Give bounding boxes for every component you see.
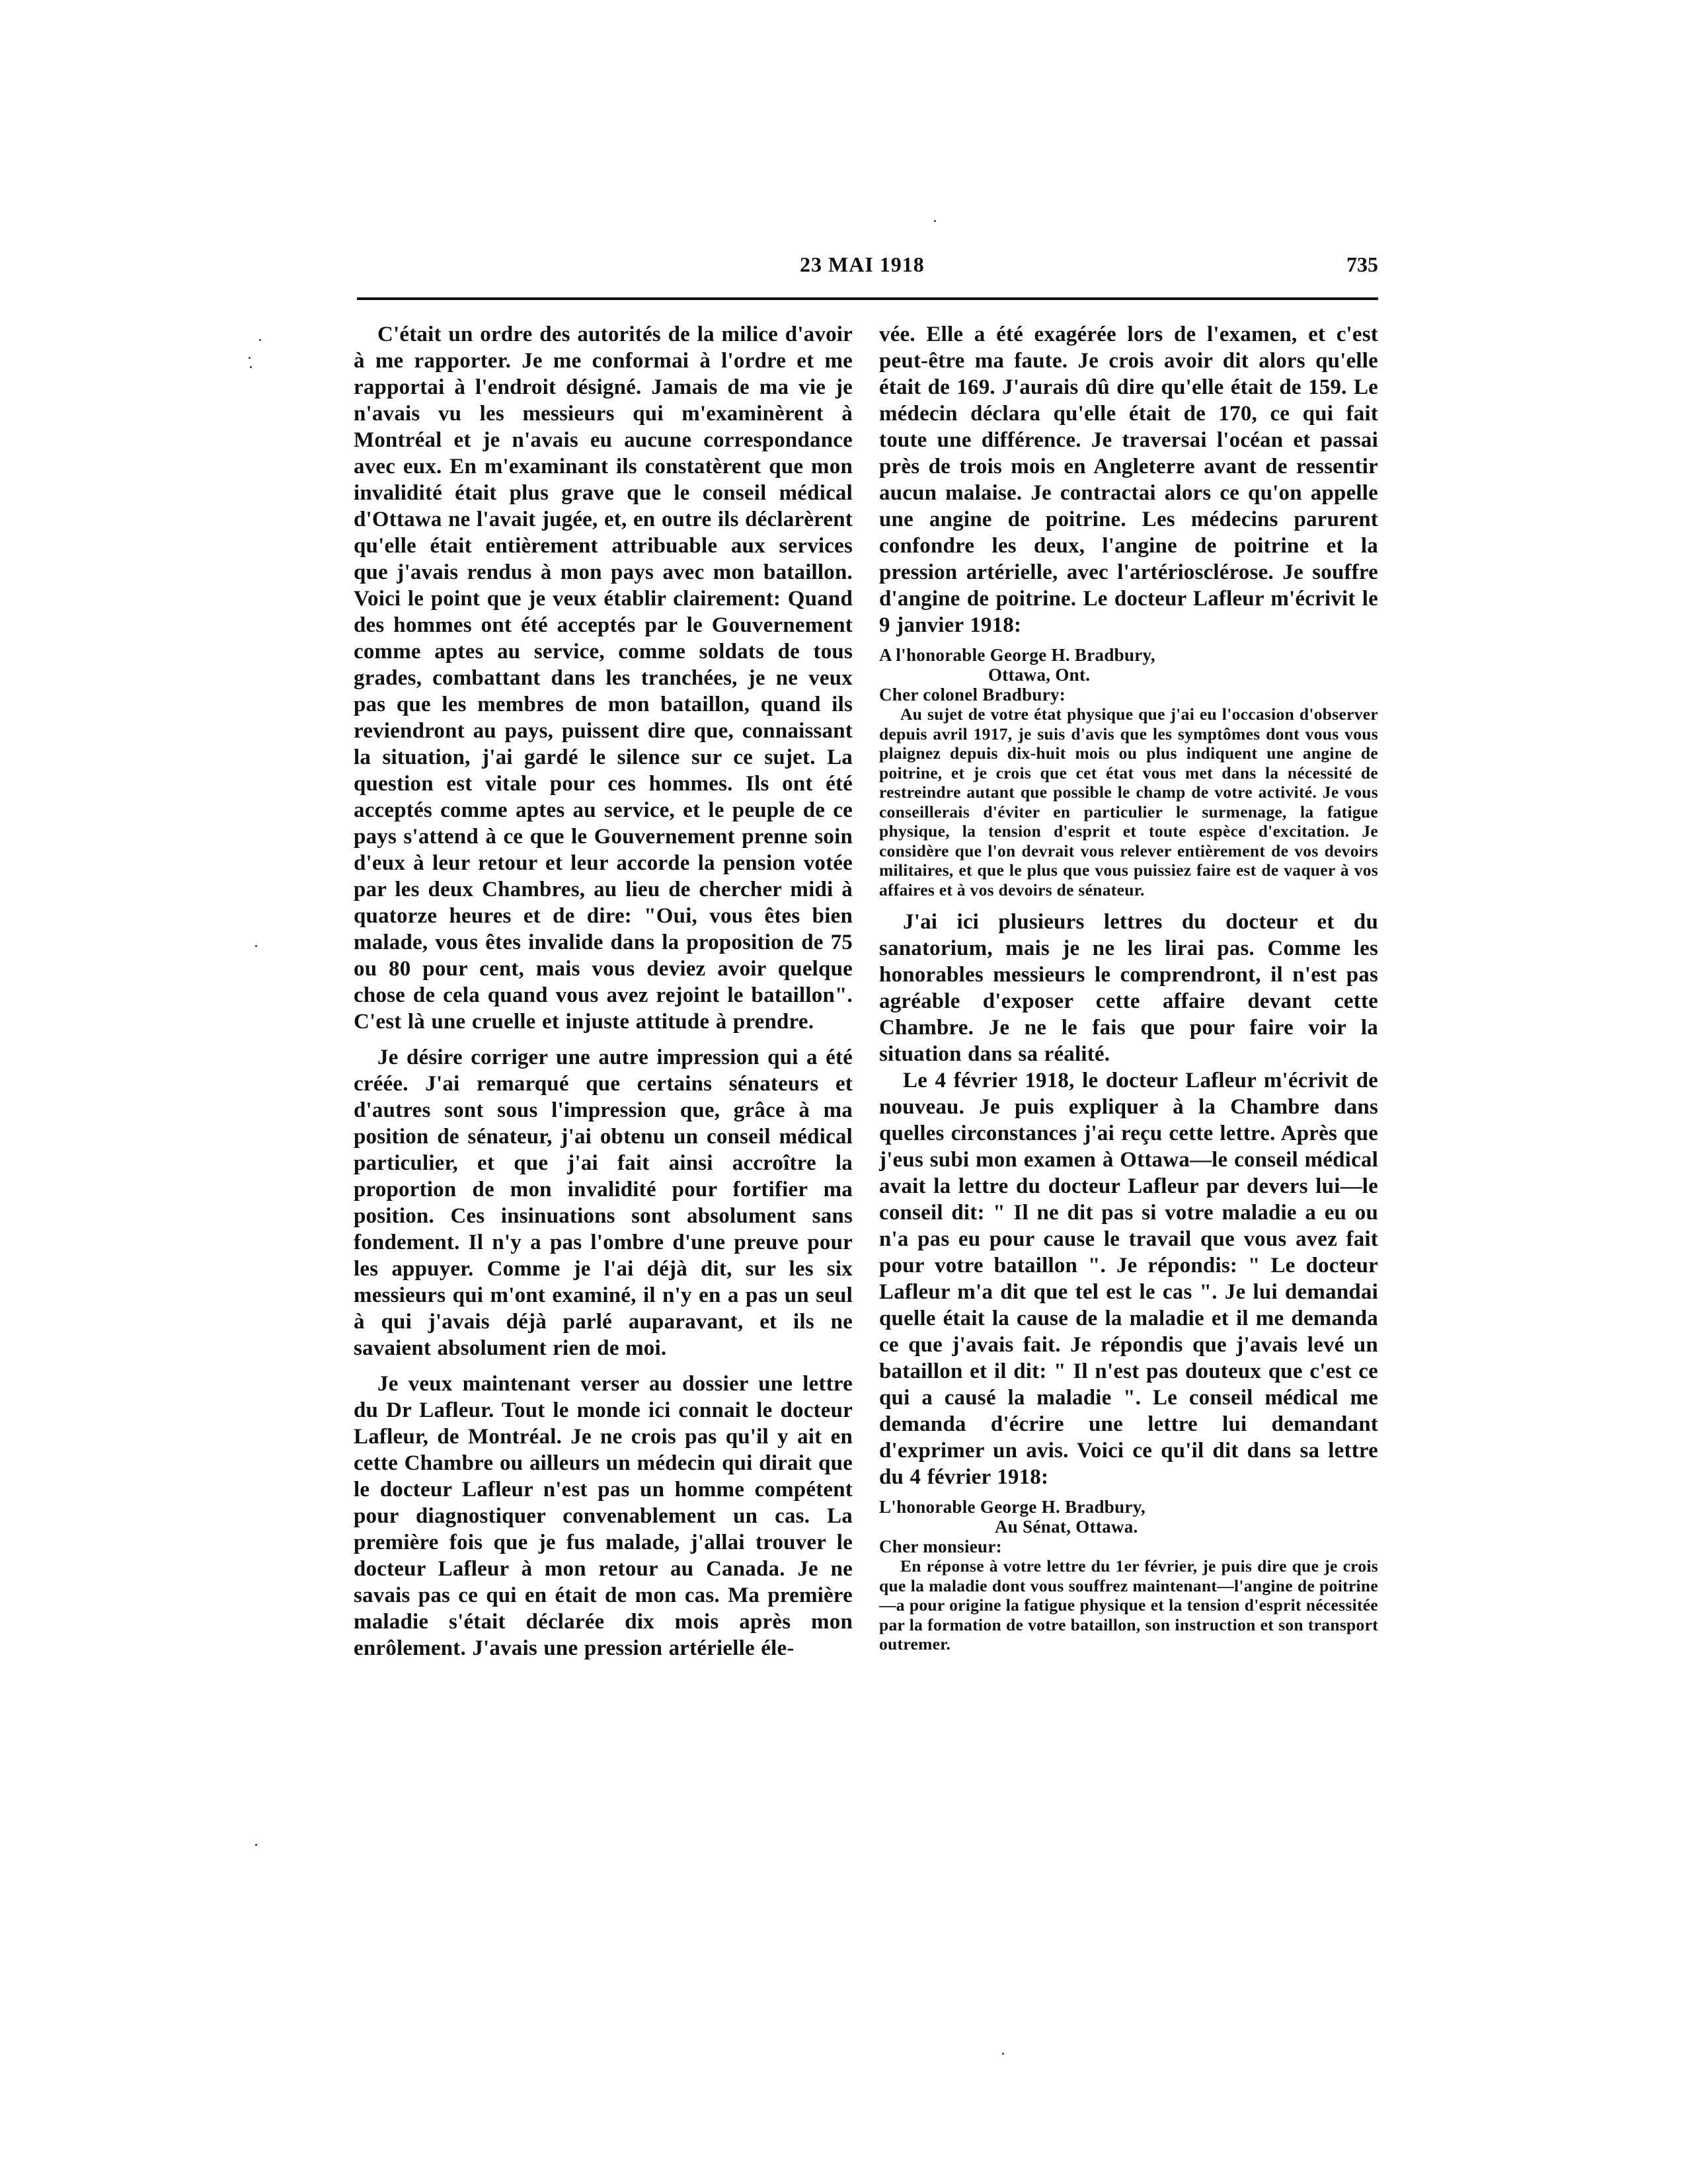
letter-body: En réponse à votre lettre du 1er février, je puis dire que je crois que la maladie dont vous souffrez maintenant—l'angine de poitrine—a pour origine la fatigue physique et la tension d'esprit nécessitée par la formation de votre bataillon, son instruction et son transport outremer.: [879, 1556, 1378, 1654]
letter-quote: [879, 1497, 1378, 1654]
paragraph: C'était un ordre des autorités de la milice d'avoir à me rapporter. Je me conformai à l'ordre et me rapportai à l'endroit désigné. Jamais de ma vie je n'avais vu les messieurs qui m'examinèrent à Montréal et je n'avais eu aucune correspondance avec eux. En m'examinant ils constatèrent que mon invalidité était plus grave que le conseil médical d'Ottawa ne l'avait jugée, et, en outre ils déclarèrent qu'elle était entièrement attribuable aux services que j'avais rendus à mon pays avec mon bataillon. Voici le point que je veux établir clairement: Quand des hommes ont été acceptés par le Gouvernement comme aptes au service, comme soldats de tous grades, combattant dans les tranchées, je ne veux pas que les membres de mon bataillon, quand ils reviendront au pays, puissent dire que, connaissant la situation, j'ai gardé le silence sur ce sujet. La question est vitale pour ces hommes. Ils ont été acceptés comme aptes au service, et le peuple de ce pays s'attend à ce que le Gouvernement prenne soin d'eux à leur retour et leur accorde la pension votée par les deux Chambres, au lieu de chercher midi à quatorze heures et de dire: "Oui, vous êtes bien malade, vous êtes invalide dans la proposition de 75 ou 80 pour cent, mais vous deviez avoir quelque chose de cela quand vous avez rejoint le bataillon". C'est là une cruelle et injuste attitude à prendre.: [354, 323, 853, 1034]
scan-speck: [250, 366, 252, 368]
scan-speck: [1002, 2053, 1004, 2055]
header-rule: [357, 297, 1378, 300]
scan-speck: [259, 339, 261, 341]
letter-place: Ottawa, Ont.: [988, 665, 1091, 685]
scan-speck: [249, 357, 251, 359]
paragraph: Le 4 février 1918, le docteur Lafleur m'écrivit de nouveau. Je puis expliquer à la Chambre dans quelles circonstances j'ai reçu cette lettre. Après que j'eus subi mon examen à Ottawa—le conseil médical avait la lettre du docteur Lafleur par devers lui—le conseil dit: " Il ne dit pas si votre maladie a eu ou n'a pas eu pour cause le travail que vous avez fait pour votre bataillon ". Je répondis: " Le docteur Lafleur m'a dit que tel est le cas ". Je lui demandai quelle était la cause de la maladie et il me demanda ce que j'avais fait. Je répondis que j'avais levé un bataillon et il dit: " Il n'est pas douteux que c'est ce qui a causé la maladie ". Le conseil médical me demanda d'écrire une lettre lui demandant d'exprimer un avis. Voici ce qu'il dit dans sa lettre du 4 février 1918:: [879, 1069, 1378, 1489]
letter-addressee: A l'honorable George H. Bradbury,: [879, 645, 1155, 665]
paragraph: J'ai ici plusieurs lettres du docteur et du sanatorium, mais je ne les lirai pas. Comme les honorables messieurs le comprendront, il n'est pas agréable d'exposer cette affaire devant cette Chambre. Je ne le fais que pour faire voir la situation dans sa réalité.: [879, 910, 1378, 1066]
paragraph: vée. Elle a été exagérée lors de l'examen, et c'est peut-être ma faute. Je crois avoir dit alors qu'elle était de 169. J'aurais dû dire qu'elle était de 159. Le médecin déclara qu'elle était de 170, ce qui fait toute une différence. Je traversai l'océan et passai près de trois mois en Angleterre avant de ressentir aucun malaise. Je contractai alors ce qu'on appelle une angine de poitrine. Les médecins parurent confondre les deux, l'angine de poitrine et la pression artérielle, avec l'artériosclérose. Je souffre d'angine de poitrine. Le docteur Lafleur m'écrivit le 9 janvier 1918:: [879, 323, 1378, 637]
scan-speck: [934, 220, 936, 222]
letter-body: Au sujet de votre état physique que j'ai eu l'occasion d'observer depuis avril 1917, je suis d'avis que les symptômes dont vous vous plaignez depuis dix-huit mois ou plus indiquent une angine de poitrine, et je crois que cet état vous met dans la nécessité de restreindre autant que possible le champ de votre activité. Je vous conseillerais d'éviter en particulier le surmenage, la fatigue physique, la tension d'esprit et toute espèce d'excitation. Je considère que l'on devrait vous relever entièrement de vos devoirs militaires, et que le plus que vous puissiez faire est de vaquer à vos affaires et à vos devoirs de sénateur.: [879, 705, 1378, 899]
letter-salutation: Cher colonel Bradbury:: [879, 685, 1066, 705]
scan-speck: [255, 1844, 257, 1846]
letter-quote: [879, 645, 1378, 899]
paragraph: Je désire corriger une autre impression qui a été créée. J'ai remarqué que certains sénateurs et d'autres sont sous l'impression que, grâce à ma position de sénateur, j'ai obtenu un conseil médical particulier, et que j'ai fait ainsi accroître la proportion de mon invalidité pour fortifier ma position. Ces insinuations sont absolument sans fondement. Il n'y a pas l'ombre d'une preuve pour les appuyer. Comme je l'ai déjà dit, sur les six messieurs qui m'ont examiné, il n'y en a pas un seul à qui j'avais déjà parlé auparavant, et ils ne savaient absolument rien de moi.: [354, 1046, 853, 1360]
right-column: [879, 321, 1378, 1654]
letter-addressee: L'honorable George H. Bradbury,: [879, 1497, 1146, 1517]
paragraph: Je veux maintenant verser au dossier une lettre du Dr Lafleur. Tout le monde ici connait le docteur Lafleur, de Montréal. Je ne crois pas qu'il y ait en cette Chambre ou ailleurs un médecin qui dirait que le docteur Lafleur n'est pas un homme compétent pour diagnostiquer convenablement un cas. La première fois que je fus malade, j'allai trouver le docteur Lafleur à mon retour au Canada. Je ne savais pas ce qui en était de mon cas. Ma première maladie s'était déclarée dix mois après mon enrôlement. J'avais une pression artérielle éle-: [354, 1372, 853, 1660]
letter-place: Au Sénat, Ottawa.: [995, 1517, 1138, 1537]
page-header: [357, 252, 1378, 292]
page-number: 735: [1346, 252, 1378, 276]
letter-salutation: Cher monsieur:: [879, 1537, 1002, 1556]
page-date: 23 MAI 1918: [800, 252, 925, 276]
left-column: [354, 321, 853, 1661]
scan-speck: [255, 945, 257, 947]
